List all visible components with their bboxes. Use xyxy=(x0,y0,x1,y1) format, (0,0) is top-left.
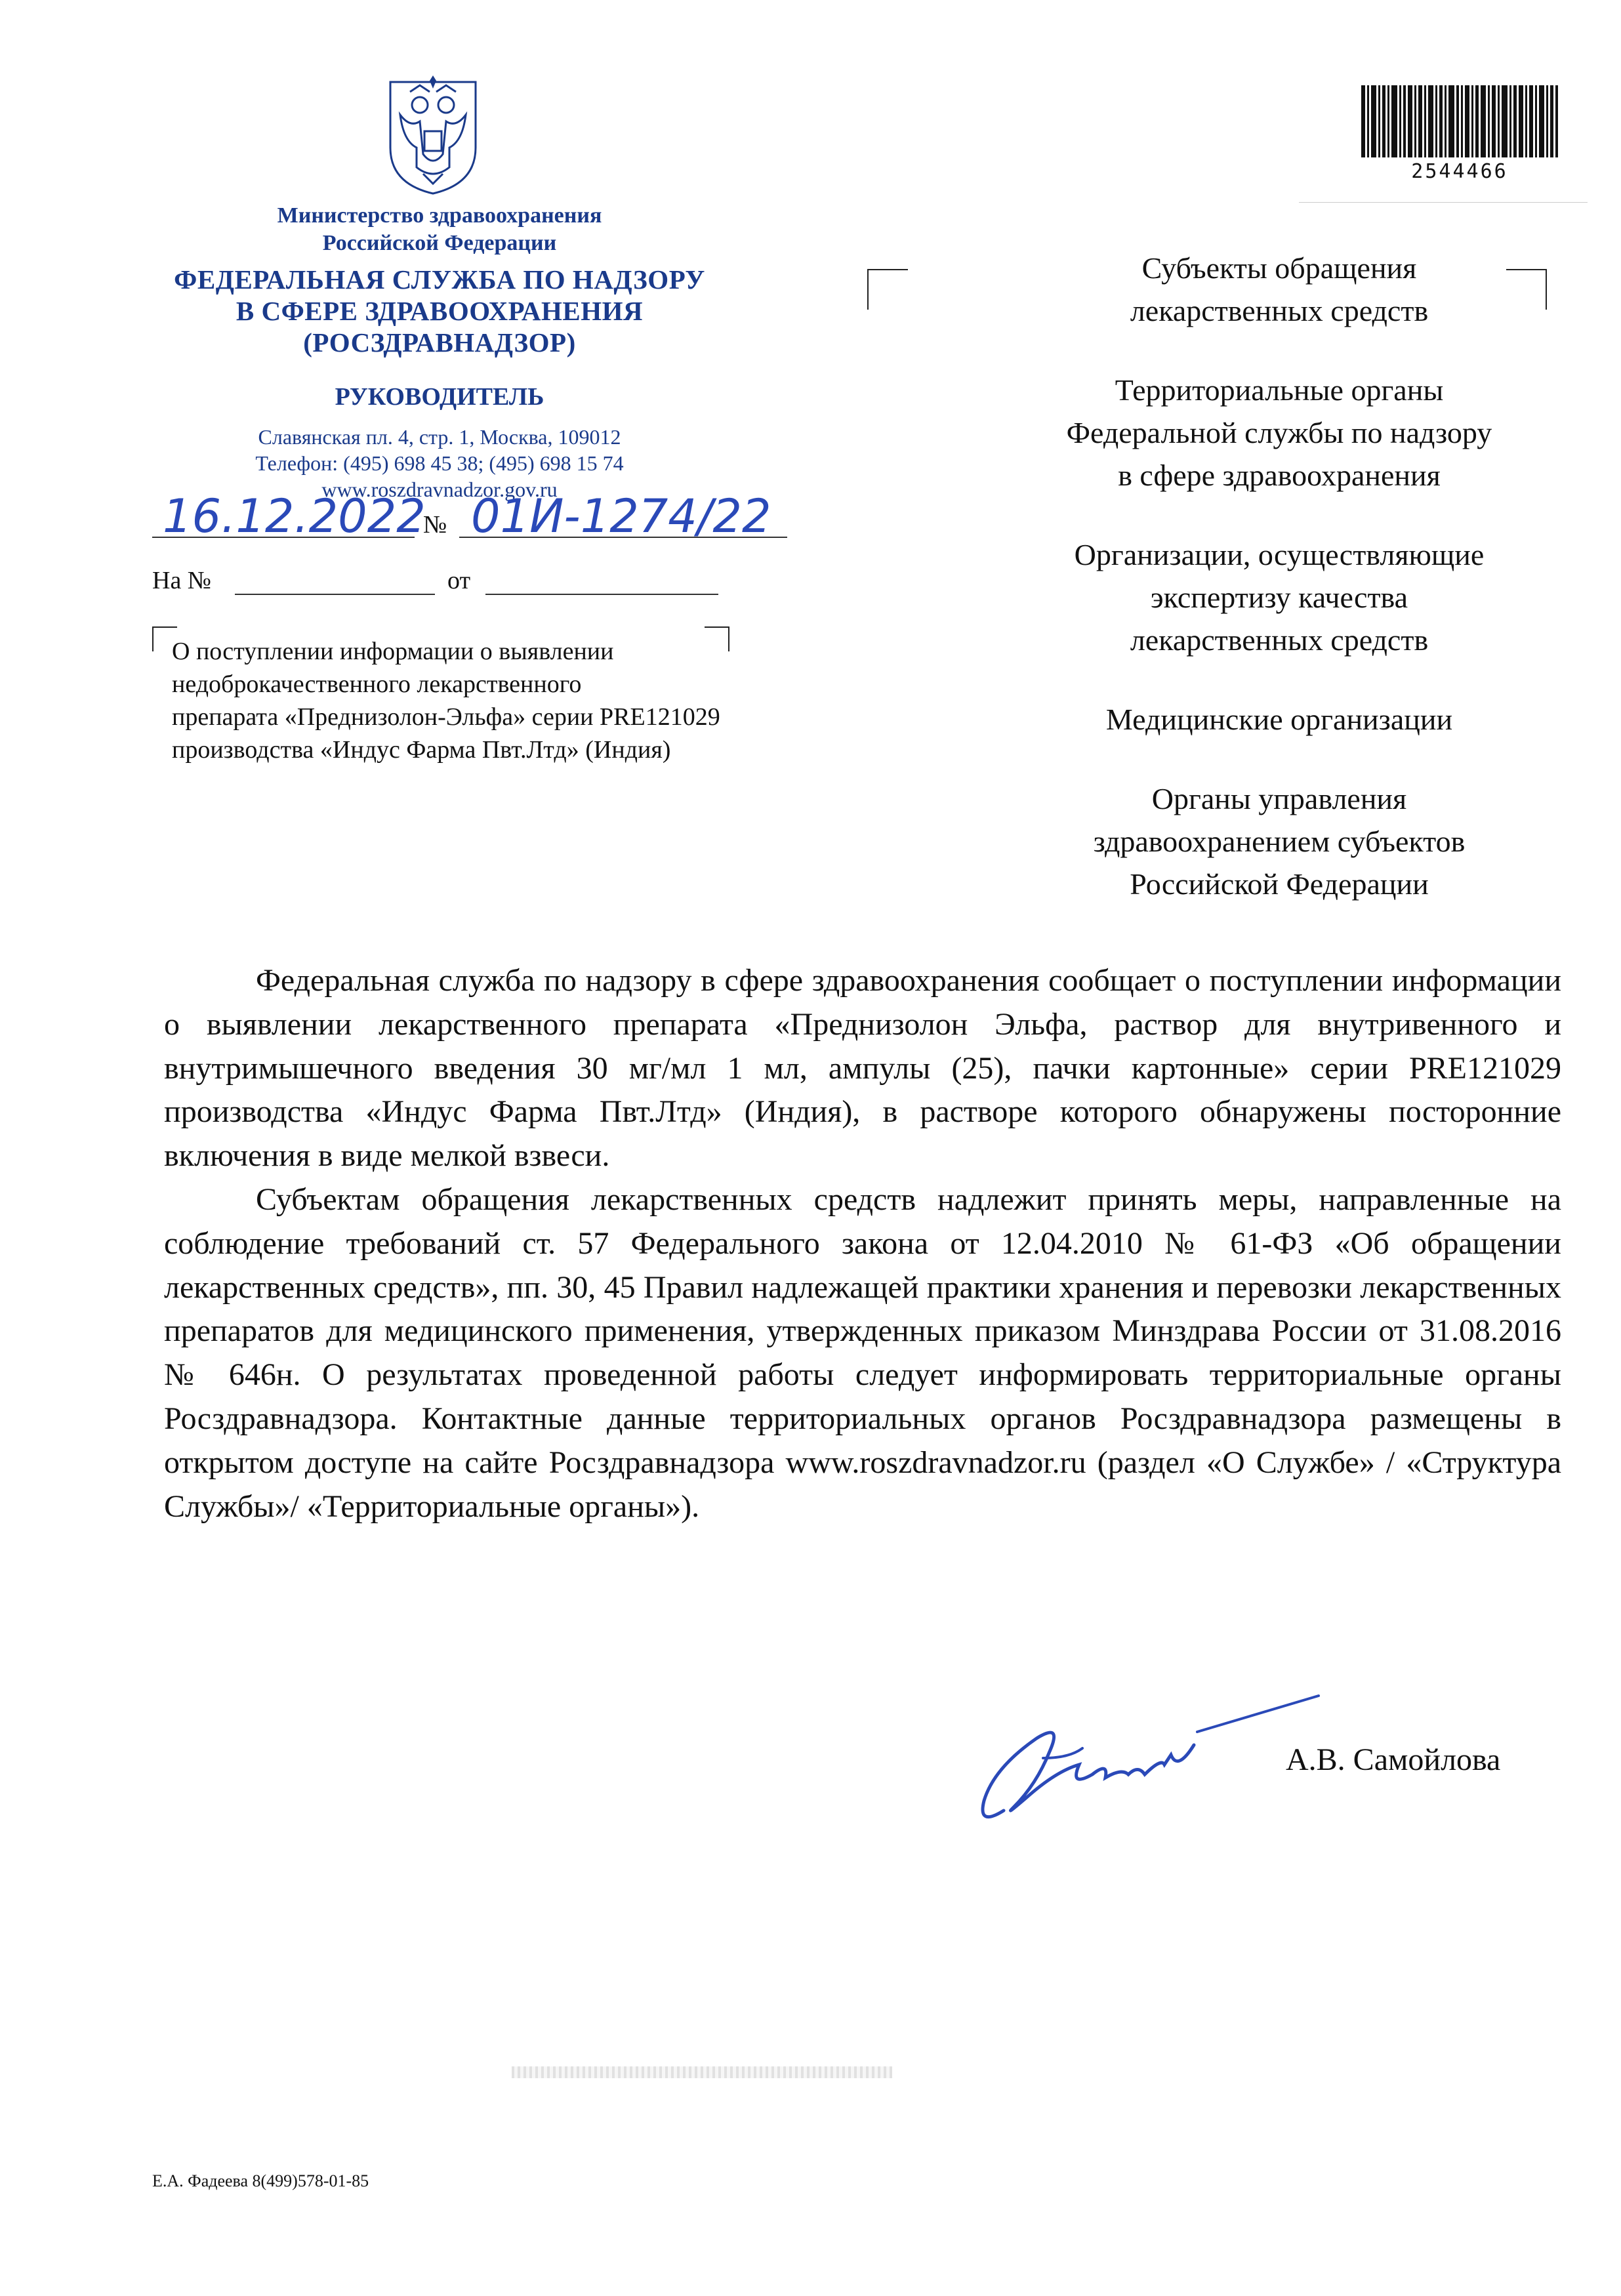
addressee-line: Российской Федерации xyxy=(1130,867,1429,901)
barcode-number: 2544466 xyxy=(1411,160,1508,183)
addressee-list xyxy=(977,247,1581,942)
addressee-line: Субъекты обращения xyxy=(1141,251,1417,285)
ministry-line-2: Российской Федерации xyxy=(322,231,557,255)
registration-number: 01И-1274/22 xyxy=(471,489,771,543)
executor-contact: Е.А. Фадеева 8(499)578-01-85 xyxy=(152,2171,369,2190)
registration-date: 16.12.2022 xyxy=(163,489,426,543)
barcode-icon xyxy=(1361,85,1558,157)
subject-line-2: недоброкачественного лекарственного xyxy=(172,670,582,698)
ministry-line-1: Министерство здравоохранения xyxy=(277,203,602,228)
addressee-item xyxy=(977,698,1581,741)
addressee-bracket-left xyxy=(867,269,908,310)
addressee-item xyxy=(977,533,1581,661)
addressee-line: экспертизу качества xyxy=(1150,581,1408,614)
addressee-item xyxy=(977,777,1581,905)
addressee-item xyxy=(977,369,1581,497)
faded-stamp xyxy=(512,2066,892,2078)
letter-body xyxy=(164,959,1561,1528)
addressee-line: в сфере здравоохранения xyxy=(1118,459,1441,492)
addressee-item xyxy=(977,247,1581,332)
coat-of-arms-icon xyxy=(384,69,482,197)
body-paragraph-1: Федеральная служба по надзору в сфере здравоохранения сообщает о поступлении информации о выявлении лекарственного препарата «Преднизолон Эльфа, раствор для внутривенного и внутримышечного введения 30 мг/мл 1 мл, ампулы (25), пачки картонные» серии PRE121029 производства «Индус Фарма Пвт.Лтд» (Индия), в растворе которого обнаружены посторонние включения в виде мелкой взвеси. xyxy=(164,963,1561,1174)
website: www.roszdravnadzor.gov.ru xyxy=(321,478,558,501)
reference-number-label: На № xyxy=(152,567,212,594)
service-line-3: (РОСЗДРАВНАДЗОР) xyxy=(303,327,576,358)
addressee-line: Организации, осуществляющие xyxy=(1074,538,1485,571)
subject-line-4: производства «Индус Фарма Пвт.Лтд» (Индия) xyxy=(172,736,671,764)
addressee-line: лекарственных средств xyxy=(1130,623,1429,657)
addressee-line: Органы управления xyxy=(1151,782,1407,815)
service-line-2: В СФЕРЕ ЗДРАВООХРАНЕНИЯ xyxy=(236,296,644,326)
service-name xyxy=(121,264,758,358)
body-paragraph-2: Субъектам обращения лекарственных средств надлежит принять меры, направленные на соблюдение требований ст. 57 Федерального закона от 12.04.2010 № 61-ФЗ «Об обращении лекарственных средств», пп. 30, 45 Правил надлежащей практики хранения и перевозки лекарственных препаратов для медицинского применения, утвержденных приказом Минздрава России от 31.08.2016 № 646н. О результатах проведенной работы следует информировать территориальные органы Росздравнадзора. Контактные данные территориальных органов Росздравнадзора размещены в открытом доступе на сайте Росздравнадзора www.roszdravnadzor.ru (раздел «О Службе» / «Структура Службы»/ «Территориальные органы»). xyxy=(164,1181,1561,1524)
addressee-line: Медицинские организации xyxy=(1105,703,1453,736)
addressee-line: Территориальные органы xyxy=(1115,373,1444,407)
reference-date-underline xyxy=(485,594,718,595)
letter-subject xyxy=(172,635,867,766)
addressee-line: Федеральной службы по надзору xyxy=(1066,416,1492,449)
address: Славянская пл. 4, стр. 1, Москва, 109012 xyxy=(258,425,621,449)
signer-name: А.В. Самойлова xyxy=(1286,1742,1501,1777)
reference-number-underline xyxy=(235,594,435,595)
subject-line-1: О поступлении информации о выявлении xyxy=(172,638,614,665)
reference-date-label: от xyxy=(447,567,471,594)
head-title: РУКОВОДИТЕЛЬ xyxy=(335,383,544,411)
addressee-line: здравоохранением субъектов xyxy=(1093,825,1466,858)
handwritten-signature-icon xyxy=(964,1660,1332,1843)
phone: Телефон: (495) 698 45 38; (495) 698 15 74 xyxy=(255,451,624,475)
addressee-line: лекарственных средств xyxy=(1130,294,1429,327)
barcode-divider xyxy=(1299,202,1588,203)
subject-line-3: препарата «Преднизолон-Эльфа» серии PRE121029 xyxy=(172,703,720,731)
ministry-name xyxy=(151,202,728,257)
service-line-1: ФЕДЕРАЛЬНАЯ СЛУЖБА ПО НАДЗОРУ xyxy=(174,264,705,295)
number-sign: № xyxy=(423,511,447,539)
